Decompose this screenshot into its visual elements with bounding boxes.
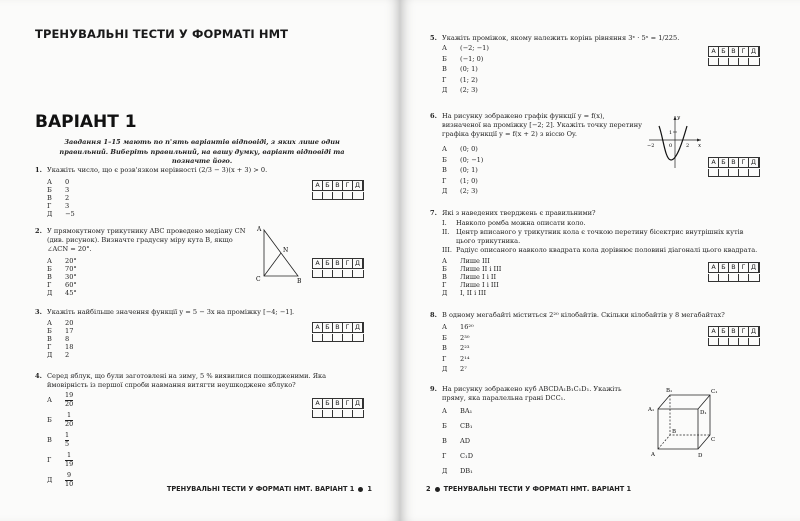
option: Б (−1; 0) [442,54,484,63]
statement: II. Центр вписаного у трикутник кола є точкою перетину бісектрис внутрішніх кутів цього трикутника. [442,227,744,245]
option: В (0; 1) [442,166,478,174]
option: Б 17 [47,327,74,335]
answer-grid-q4[interactable]: А Б В Г Д [312,398,364,409]
question-number: 9. [430,385,437,393]
option: Д $\frac{9}{10}$ [47,471,74,488]
answer-grid-q7[interactable]: А Б В Г Д [708,262,760,273]
tick-label: 2 [686,143,690,149]
tick-label: 0 [669,143,673,149]
option: Б CB₁ [442,422,473,430]
vertex-label: D [698,453,703,459]
option: В Лише I і II [442,273,497,281]
question-number: 6. [430,112,437,120]
vertex-label: C₁ [711,389,718,395]
option: В 8 [47,335,70,343]
option: Б 70° [47,265,77,273]
options-list [47,390,73,490]
page-footer [167,485,372,493]
vertex-label: A [651,452,655,458]
figure-label: N [283,247,289,254]
option: Г Лише I і III [442,281,499,289]
question-number: 5. [430,34,437,42]
statement: III. Радіус описаного навколо квадрата кола дорівнює половині діагоналі цього квадрата. [442,245,758,254]
option: Г 60° [47,281,77,289]
answer-grid-q8[interactable]: А Б В Г Д [708,326,760,337]
footer-title: ТРЕНУВАЛЬНІ ТЕСТИ У ФОРМАТІ НМТ. ВАРІАНТ 1 [166,485,355,493]
option: Д −5 [47,210,75,218]
vertex-label: A₁ [648,407,655,413]
option: Д 45° [47,289,77,297]
question-text: На рисунку зображено графік функції y = f(x), визначеної на проміжку [−2; 2]. Укажіть точку перетину графіка функції y = f(x + 2) з віссю Oy. [442,112,642,138]
option: Б $\frac{1}{20}$ [47,411,74,428]
question-text: Укажіть число, що є розв'язком нерівності (2/3 − 3)(x + 3) > 0. [47,166,268,174]
option: Г 18 [47,343,74,351]
option: В (0; 1) [442,65,478,73]
option: А (−2; −1) [442,44,489,52]
option: Г (1; 0) [442,176,478,185]
option: Д (2; 3) [442,86,478,94]
question-text: Які з наведених тверджень є правильними? [442,209,596,217]
vertex-label: B₁ [666,388,673,394]
option: Б 2³⁰ [442,333,470,342]
question-number: 2. [35,227,42,235]
options-list [442,407,473,482]
vertex-label: D₁ [700,410,707,416]
question-text: У прямокутному трикутнику ABC проведено медіану CN (див. рисунок). Визначте градусну міру кута B, якщо ∠ACN = 20°. [47,227,246,253]
question-7 [430,209,770,305]
cube-figure [636,383,716,463]
figure-label: B [297,278,302,285]
axis-label-y: y [677,115,681,121]
answer-grid-q6[interactable]: А Б В Г Д [708,157,760,168]
option: Г $\frac{1}{19}$ [47,451,74,468]
option: А (0; 0) [442,145,478,153]
question-number: 4. [35,372,42,380]
question-number: 1. [35,166,42,174]
options-list [442,145,483,198]
function-graph-figure [645,112,705,172]
question-text: Укажіть проміжок, якому належить корінь рівняння 3ˣ · 5ˣ = 1/225. [442,34,680,42]
answer-grid-q1[interactable]: А Б В Г Д [312,180,364,191]
option: Д (2; 3) [442,187,478,195]
option: В 2 [47,194,70,202]
option: А BA₁ [442,407,473,415]
page-number: 1 [367,485,372,493]
axis-label-x: x [698,143,702,149]
page-footer [426,485,631,493]
option: А Лише III [442,257,490,265]
option: В 30° [47,273,77,281]
option: Г C₁D [442,452,473,460]
options-list [47,178,75,218]
option: А 16²⁰ [442,323,474,331]
page-header: ТРЕНУВАЛЬНІ ТЕСТИ У ФОРМАТІ НМТ [35,27,289,41]
answer-grid-q3[interactable]: А Б В Г Д [312,322,364,333]
option: Д 2⁷ [442,365,467,373]
option: Г 2¹⁴ [442,354,470,363]
vertex-label: B [672,429,677,435]
variant-title: ВАРІАНТ 1 [35,112,137,132]
answer-grid-q2[interactable]: А Б В Г Д [312,258,364,269]
option: Б 3 [47,186,70,194]
statement: I. Навколо ромба можна описати коло. [442,219,586,227]
question-4 [35,372,365,488]
tick-label: 1 [669,130,673,136]
option: А 0 [47,178,70,186]
question-number: 8. [430,311,437,319]
page-number: 2 [426,485,431,493]
option: Б Лише II і III [442,265,502,273]
option: Б (0; −1) [442,155,484,164]
options-list [442,44,489,97]
question-8 [430,311,770,383]
figure-label: A [257,226,262,233]
footer-title: ТРЕНУВАЛЬНІ ТЕСТИ У ФОРМАТІ НМТ. ВАРІАНТ 1 [443,485,632,493]
question-text: В одному мегабайті міститься 2²⁰ кілобайтів. Скільки кілобайтів у 8 мегабайтах? [442,311,725,319]
question-number: 7. [430,209,437,217]
option: В 2²³ [442,344,470,352]
option: Г (1; 2) [442,75,478,84]
options-list [47,257,77,297]
statements-list [442,219,762,255]
option: Д I, II і III [442,289,487,297]
question-5 [430,34,760,104]
answer-grid-q5[interactable]: А Б В Г Д [708,46,760,57]
option: А $\frac{19}{20}$ [47,391,74,408]
option: Д 2 [47,351,70,359]
triangle-figure [250,224,310,284]
right-page [400,0,800,521]
option: Г 3 [47,202,70,210]
options-list [442,257,501,297]
option: В $\frac{1}{5}$ [47,431,70,448]
question-number: 3. [35,308,42,316]
question-text: На рисунку зображено куб ABCDA₁B₁C₁D₁. Укажіть пряму, яка паралельна грані DCC₁. [442,385,622,402]
question-9 [430,385,770,485]
options-list [442,323,474,376]
options-list [47,319,73,359]
vertex-label: C [711,437,716,443]
instruction-text: Завдання 1–15 мають по п'ять варіантів відповіді, з яких лише один правильний. Виберіть правильний, на вашу думку, варіант відповіді та позначте його. [59,138,345,166]
option: А 20 [47,319,74,327]
figure-label: C [256,276,261,283]
option: А 20° [47,257,77,265]
question-text: Серед яблук, що були заготовлені на зиму, 5 % виявилися пошкодженими. Яка ймовірність із першої спроби навмання витягти неушкоджене яблуко? [47,372,327,389]
option: В AD [442,437,471,445]
question-text: Укажіть найбільше значення функції y = 5 − 3x на проміжку [−4; −1]. [47,308,295,316]
option: Д DB₁ [442,467,473,475]
tick-label: −2 [647,143,655,149]
